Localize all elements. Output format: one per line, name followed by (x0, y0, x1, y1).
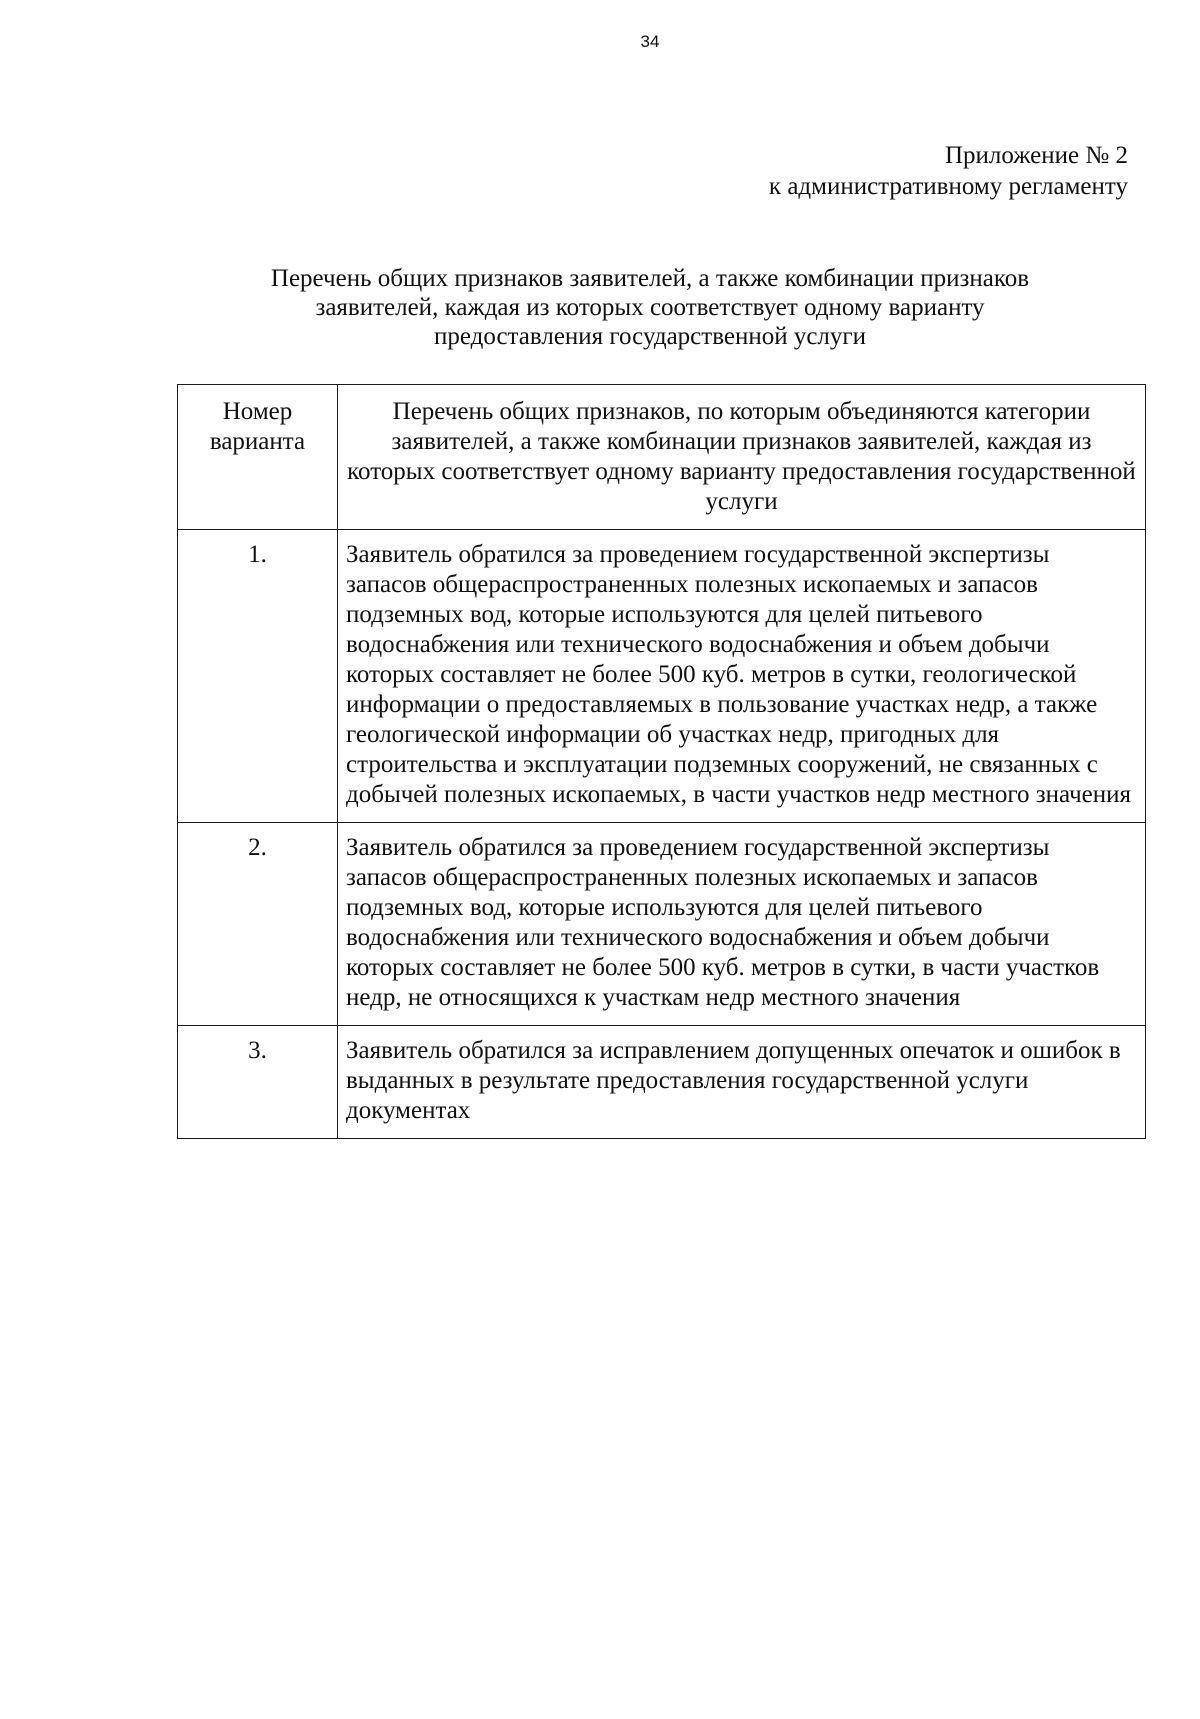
variant-description: Заявитель обратился за проведением государственной экспертизы запасов общераспространенных полезных ископаемых и запасов подземных вод, которые используются для целей питьевого водоснабжения или технического водоснабжения и объем добычи которых составляет не более 500 куб. метров в сутки, в части участков недр, не относящихся к участкам недр местного значения (338, 823, 1146, 1026)
header-description: Перечень общих признаков, по которым объединяются категории заявителей, а также комбинации признаков заявителей, каждая из которых соответствует одному варианту предоставления государственной услуги (338, 385, 1146, 530)
header-variant-number: Номер варианта (178, 385, 338, 530)
appendix-line-2: к административному регламенту (768, 173, 1128, 200)
appendix-reference (769, 140, 1128, 202)
table-header-row (178, 385, 1146, 530)
table-row (178, 530, 1146, 823)
title-line-3: предоставления государственной услуги (433, 323, 867, 350)
page-number: 34 (640, 32, 660, 51)
variant-number: 2. (178, 823, 338, 1026)
title-line-2: заявителей, каждая из которых соответствует одному варианту (315, 294, 985, 321)
variant-description: Заявитель обратился за исправлением допущенных опечаток и ошибок в выданных в результате предоставления государственной услуги документах (338, 1026, 1146, 1139)
table-row (178, 823, 1146, 1026)
document-title (180, 264, 1120, 351)
variant-description: Заявитель обратился за проведением государственной экспертизы запасов общераспространенных полезных ископаемых и запасов подземных вод, которые используются для целей питьевого водоснабжения или технического водоснабжения и объем добычи которых составляет не более 500 куб. метров в сутки, геологической информации о предоставляемых в пользование участках недр, а также геологической информации об участках недр, пригодных для строительства и эксплуатации подземных сооружений, не связанных с добычей полезных ископаемых, в части участков недр местного значения (338, 530, 1146, 823)
title-line-1: Перечень общих признаков заявителей, а также комбинации признаков (270, 265, 1030, 292)
appendix-line-1: Приложение № 2 (944, 142, 1128, 169)
variant-number: 3. (178, 1026, 338, 1139)
variant-number: 1. (178, 530, 338, 823)
table-row (178, 1026, 1146, 1139)
variants-table (177, 384, 1146, 1139)
